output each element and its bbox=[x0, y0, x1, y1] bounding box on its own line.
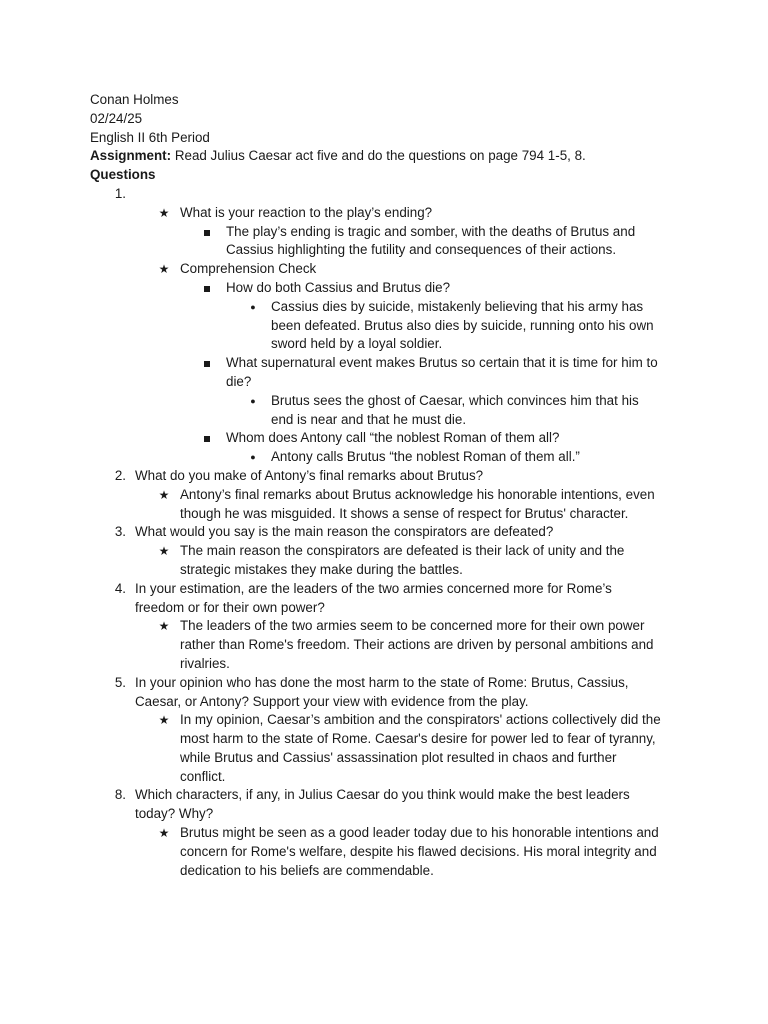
answer-text: Antony’s final remarks about Brutus acknowledge his honorable intentions, even bbox=[180, 486, 655, 502]
star-bullet-icon: ★ bbox=[158, 262, 170, 277]
square-bullet-icon bbox=[200, 279, 214, 298]
question-text: Caesar, or Antony? Support your view with evidence from the play. bbox=[135, 693, 529, 709]
list-item bbox=[0, 486, 768, 505]
questions-heading-line bbox=[0, 166, 768, 185]
question-3 bbox=[0, 523, 768, 542]
list-item bbox=[0, 260, 768, 279]
document-page bbox=[0, 91, 768, 880]
question-text: freedom or for their own power? bbox=[135, 599, 325, 615]
star-bullet-icon: ★ bbox=[158, 544, 170, 559]
answer-text: In my opinion, Caesar’s ambition and the conspirators' actions collectively did the bbox=[180, 712, 661, 728]
list-item-continuation bbox=[0, 862, 768, 881]
answer-text: dedication to his beliefs are commendable. bbox=[180, 862, 434, 878]
question-continuation bbox=[0, 693, 768, 712]
list-item-continuation bbox=[0, 241, 768, 260]
answer-text: strategic mistakes they make during the battles. bbox=[180, 561, 463, 577]
question-number: 4. bbox=[114, 580, 126, 596]
list-item bbox=[0, 448, 768, 467]
date-line bbox=[0, 110, 768, 129]
questions-heading: Questions bbox=[90, 167, 156, 183]
assignment-label: Assignment: bbox=[90, 148, 172, 164]
answer-text: Cassius dies by suicide, mistakenly believing that his army has bbox=[271, 298, 644, 314]
question-8 bbox=[0, 786, 768, 805]
star-bullet-icon: ★ bbox=[158, 713, 170, 728]
answer-text: while Brutus and Cassius' assassination plot resulted in chaos and further bbox=[180, 749, 617, 765]
student-name: Conan Holmes bbox=[90, 92, 179, 107]
star-bullet-icon: ★ bbox=[158, 619, 170, 634]
dot-bullet-icon: ● bbox=[250, 301, 256, 312]
question-text: In your opinion who has done the most harm to the state of Rome: Brutus, Cassius, bbox=[135, 674, 629, 690]
class-period: English II 6th Period bbox=[90, 129, 210, 145]
question-text: Whom does Antony call “the noblest Roman of them all? bbox=[226, 430, 560, 446]
date: 02/24/25 bbox=[90, 110, 143, 126]
question-number: 2. bbox=[114, 467, 126, 483]
answer-text: end is near and that he must die. bbox=[271, 411, 467, 427]
question-continuation bbox=[0, 805, 768, 824]
list-item-continuation bbox=[0, 749, 768, 768]
list-item bbox=[0, 429, 768, 448]
dot-bullet-icon: ● bbox=[250, 452, 256, 463]
list-item bbox=[0, 223, 768, 242]
list-item-continuation bbox=[0, 561, 768, 580]
question-number: 1. bbox=[114, 185, 126, 201]
list-item-continuation bbox=[0, 730, 768, 749]
list-item-continuation bbox=[0, 317, 768, 336]
question-number: 5. bbox=[114, 674, 126, 690]
answer-text: Brutus sees the ghost of Caesar, which convinces him that his bbox=[271, 392, 639, 408]
answer-text: Cassius highlighting the futility and consequences of their actions. bbox=[226, 242, 617, 258]
comprehension-heading: Comprehension Check bbox=[180, 261, 317, 277]
list-item-continuation bbox=[0, 636, 768, 655]
question-4 bbox=[0, 580, 768, 599]
square-bullet-icon bbox=[200, 429, 214, 448]
list-item bbox=[0, 711, 768, 730]
list-item bbox=[0, 392, 768, 411]
list-item-continuation bbox=[0, 411, 768, 430]
answer-text: sword held by a loyal soldier. bbox=[271, 336, 443, 352]
list-item bbox=[0, 298, 768, 317]
list-item bbox=[0, 542, 768, 561]
answer-text: Antony calls Brutus “the noblest Roman of them all.” bbox=[271, 449, 580, 465]
question-text: What do you make of Antony’s final remarks about Brutus? bbox=[135, 467, 484, 483]
list-item-continuation bbox=[0, 768, 768, 787]
class-line bbox=[0, 129, 768, 148]
list-item bbox=[0, 354, 768, 373]
list-item bbox=[0, 204, 768, 223]
question-text: What supernatural event makes Brutus so certain that it is time for him to bbox=[226, 355, 658, 371]
student-name-line bbox=[0, 91, 768, 110]
list-item bbox=[0, 617, 768, 636]
star-bullet-icon: ★ bbox=[158, 205, 170, 220]
square-bullet-icon bbox=[200, 354, 214, 373]
answer-text: rivalries. bbox=[180, 655, 230, 671]
question-text: What is your reaction to the play’s ending? bbox=[180, 204, 433, 220]
assignment-line bbox=[0, 147, 768, 166]
question-number: 3. bbox=[114, 524, 126, 540]
question-text: How do both Cassius and Brutus die? bbox=[226, 279, 451, 295]
list-item-continuation bbox=[0, 373, 768, 392]
question-text: die? bbox=[226, 373, 252, 389]
list-item bbox=[0, 279, 768, 298]
answer-text: Brutus might be seen as a good leader today due to his honorable intentions and bbox=[180, 825, 659, 841]
answer-text: though he was misguided. It shows a sense of respect for Brutus' character. bbox=[180, 505, 629, 521]
assignment-text: Read Julius Caesar act five and do the questions on page 794 1-5, 8. bbox=[171, 148, 586, 164]
question-text: In your estimation, are the leaders of the two armies concerned more for Rome’s bbox=[135, 580, 612, 596]
list-item bbox=[0, 824, 768, 843]
answer-text: rather than Rome's freedom. Their actions are driven by personal ambitions and bbox=[180, 637, 654, 653]
question-2 bbox=[0, 467, 768, 486]
answer-text: conflict. bbox=[180, 768, 226, 784]
question-text: What would you say is the main reason the conspirators are defeated? bbox=[135, 524, 554, 540]
answer-text: concern for Rome's welfare, despite his flawed decisions. His moral integrity and bbox=[180, 843, 657, 859]
answer-text: The main reason the conspirators are defeated is their lack of unity and the bbox=[180, 543, 625, 559]
answer-text: most harm to the state of Rome. Caesar's desire for power led to fear of tyranny, bbox=[180, 731, 656, 747]
question-text: Which characters, if any, in Julius Caesar do you think would make the best leaders bbox=[135, 787, 630, 803]
square-bullet-icon bbox=[200, 223, 214, 242]
star-bullet-icon: ★ bbox=[158, 487, 170, 502]
question-5 bbox=[0, 674, 768, 693]
question-1 bbox=[0, 185, 768, 204]
question-continuation bbox=[0, 599, 768, 618]
answer-text: The leaders of the two armies seem to be concerned more for their own power bbox=[180, 618, 645, 634]
question-number: 8. bbox=[114, 787, 126, 803]
dot-bullet-icon: ● bbox=[250, 395, 256, 406]
list-item-continuation bbox=[0, 655, 768, 674]
list-item-continuation bbox=[0, 843, 768, 862]
list-item-continuation bbox=[0, 505, 768, 524]
question-text: today? Why? bbox=[135, 806, 214, 822]
list-item-continuation bbox=[0, 335, 768, 354]
assignment bbox=[90, 147, 586, 166]
star-bullet-icon: ★ bbox=[158, 826, 170, 841]
answer-text: The play’s ending is tragic and somber, with the deaths of Brutus and bbox=[226, 223, 636, 239]
answer-text: been defeated. Brutus also dies by suicide, running onto his own bbox=[271, 317, 654, 333]
